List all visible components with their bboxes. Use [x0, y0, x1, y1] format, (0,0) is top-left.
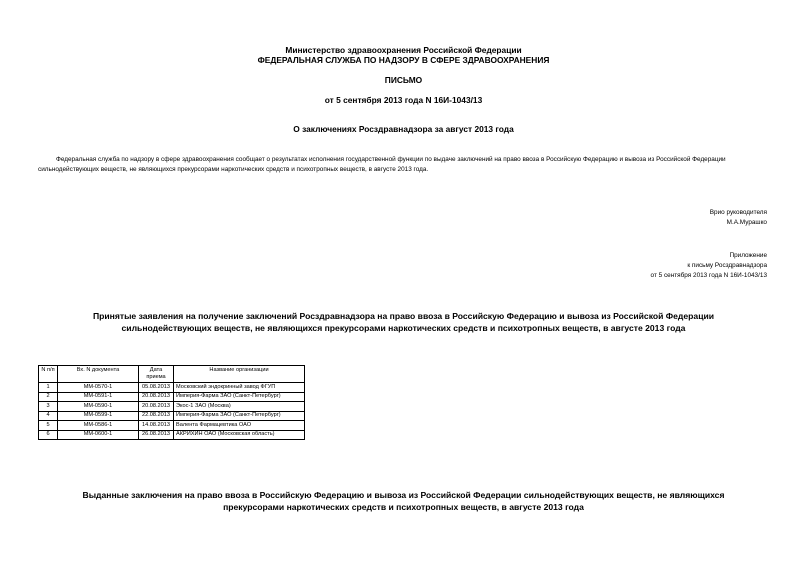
cell-date: 14.08.2013 — [139, 421, 174, 431]
section-issued-title-cont: прекурсорами наркотических средств и психотропных веществ, в августе 2013 года — [223, 502, 584, 512]
cell-number: 5 — [39, 421, 58, 431]
cell-organization: Экос-1 ЗАО (Москва) — [174, 402, 305, 412]
cell-doc-number: ММ-0586-1 — [58, 421, 139, 431]
cell-doc-number: ММ-0590-1 — [58, 402, 139, 412]
cell-doc-number: ММ-0570-1 — [58, 383, 139, 393]
table-row — [39, 430, 305, 440]
table-row — [39, 411, 305, 421]
cell-organization: Валента Фармацевтика ОАО — [174, 421, 305, 431]
table-row — [39, 383, 305, 393]
col-header-organization: Название организации — [174, 366, 305, 383]
cell-organization: АКРИХИН ОАО (Московская область) — [174, 430, 305, 440]
cell-doc-number: ММ-0600-1 — [58, 430, 139, 440]
table-row — [39, 392, 305, 402]
cell-date: 20.08.2013 — [139, 402, 174, 412]
cell-date: 26.08.2013 — [139, 430, 174, 440]
signature-name: М.А.Мурашко — [726, 219, 767, 226]
appendix-date-number: от 5 сентября 2013 года N 16И-1043/13 — [650, 272, 767, 279]
cell-organization: Империя-Фарма ЗАО (Санкт-Петербург) — [174, 411, 305, 421]
col-header-doc-number: Вх. N документа — [58, 366, 139, 383]
cell-date: 05.08.2013 — [139, 383, 174, 393]
body-paragraph: Федеральная служба по надзору в сфере здравоохранения сообщает о результатах исполнения государственной функции по выдаче заключений на право ввоза в Российскую Федерацию и вывоза из Российской Федерации сильнодействующих веществ, не являющихся прекурсорами наркотических средств и психотропных веществ, в августе 2013 года. — [38, 156, 726, 173]
cell-number: 3 — [39, 402, 58, 412]
appendix-label: Приложение — [729, 252, 767, 259]
table-row — [39, 421, 305, 431]
applications-table — [38, 365, 305, 440]
document-date-number: от 5 сентября 2013 года N 16И-1043/13 — [324, 95, 483, 105]
table-header-row — [39, 366, 305, 383]
document-type: ПИСЬМО — [384, 75, 423, 85]
document-subject: О заключениях Росздравнадзора за август 2013 года — [293, 124, 514, 134]
cell-organization: Московский эндокринный завод ФГУП — [174, 383, 305, 393]
appendix-reference: к письму Росздравнадзора — [687, 262, 767, 269]
ministry-title: Министерство здравоохранения Российской Федерации — [285, 45, 522, 55]
cell-number: 2 — [39, 392, 58, 402]
cell-doc-number: ММ-0599-1 — [58, 411, 139, 421]
col-header-number: N п/п — [39, 366, 58, 383]
service-title: ФЕДЕРАЛЬНАЯ СЛУЖБА ПО НАДЗОРУ В СФЕРЕ ЗДРАВООХРАНЕНИЯ — [257, 55, 550, 65]
section-accepted-title-cont: сильнодействующих веществ, не являющихся прекурсорами наркотических средств и психотропных веществ, в августе 2013 года — [121, 323, 686, 333]
cell-organization: Империя-Фарма ЗАО (Санкт-Петербург) — [174, 392, 305, 402]
signature-position: Врио руководителя — [709, 209, 767, 216]
section-issued-title: Выданные заключения на право ввоза в Российскую Федерацию и вывоза из Российской Федерации сильнодействующих веществ, не являющихся — [82, 490, 725, 500]
cell-date: 22.08.2013 — [139, 411, 174, 421]
table-row — [39, 402, 305, 412]
cell-number: 4 — [39, 411, 58, 421]
cell-date: 20.08.2013 — [139, 392, 174, 402]
cell-number: 6 — [39, 430, 58, 440]
cell-doc-number: ММ-0591-1 — [58, 392, 139, 402]
cell-number: 1 — [39, 383, 58, 393]
col-header-date: Дата приема — [139, 366, 174, 383]
section-accepted-title: Принятые заявления на получение заключений Росздравнадзора на право ввоза в Российскую Федерацию и вывоза из Российской Федерации — [92, 311, 715, 321]
